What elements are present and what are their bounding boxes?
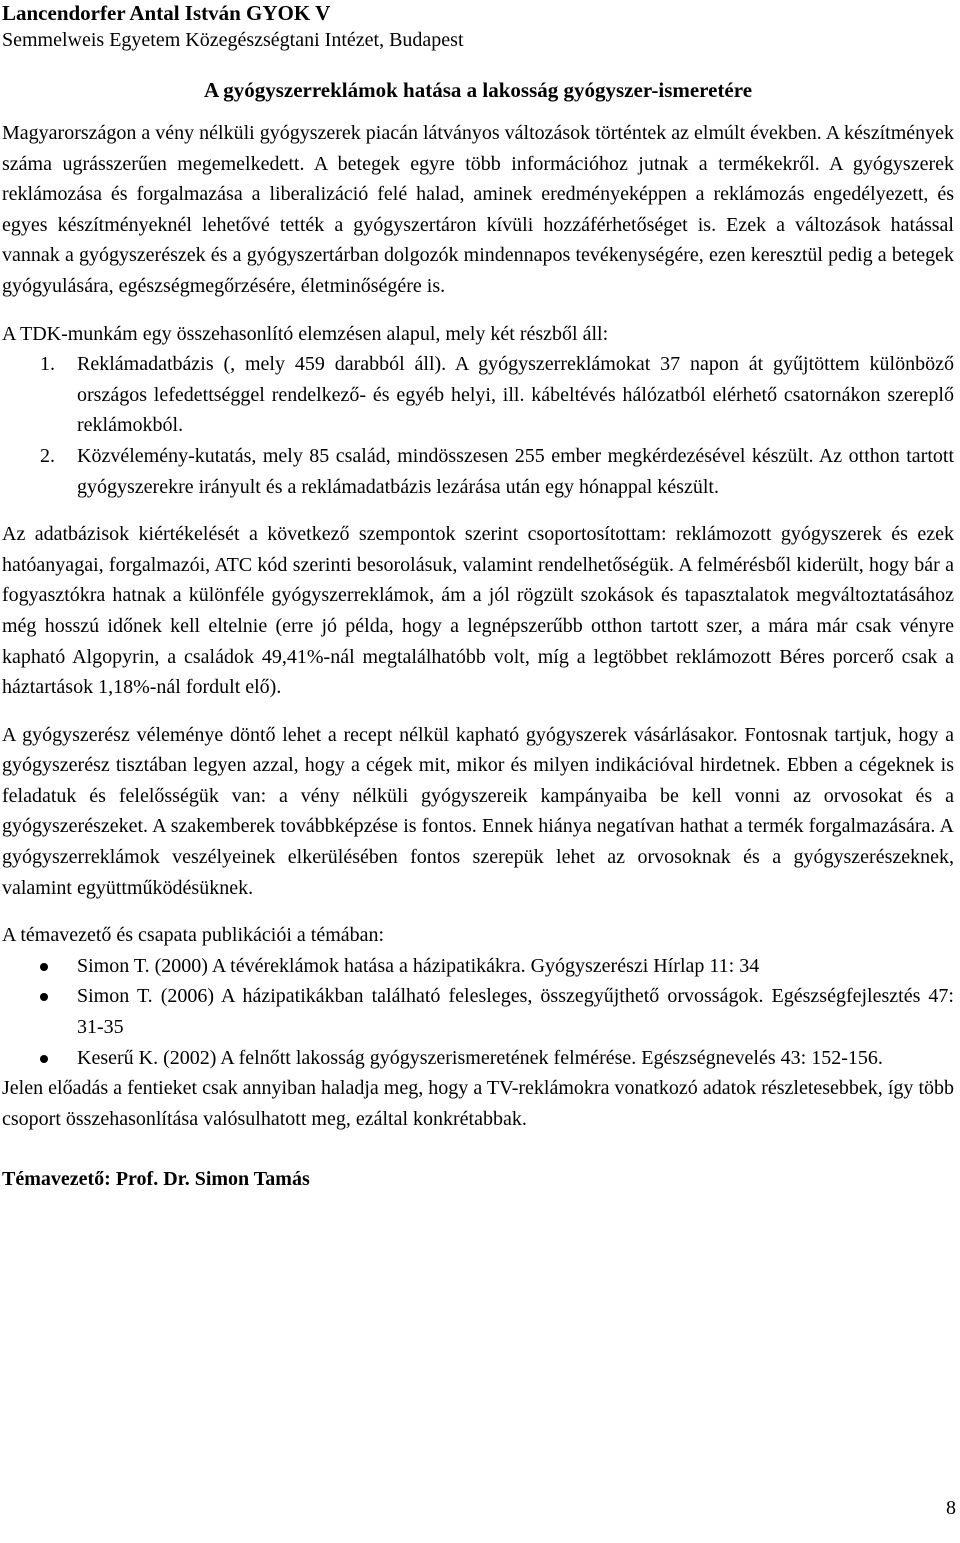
list-item	[2, 349, 954, 441]
list-item-number: 1.	[40, 353, 55, 376]
paragraph-discussion: A gyógyszerész véleménye döntő lehet a recept nélkül kapható gyógyszerek vásárlásakor. Fontosnak tartjuk, hogy a gyógyszerész tisztában legyen azzal, hogy a cégek mit, mikor és milyen indikációval hirdetnek. Ebben a cégeknek is feladatuk és felelősségük van: a vény nélküli gyógyszereik kampányaiba be kell vonni az orvosokat és a gyógyszerészeket. A szakemberek továbbképzése is fontos. Ennek hiánya negatívan hathat a termék forgalmazására. A gyógyszerreklámok veszélyeinek elkerülésében fontos szerepük lehet az orvosoknak és a gyógyszerészeknek, valamint együttműködésüknek.	[2, 723, 954, 899]
list-item-number: 2.	[40, 444, 55, 467]
author-line: Lancendorfer Antal István GYOK V	[2, 1, 331, 25]
publication-text: Keserű K. (2002) A felnőtt lakosság gyógyszerismeretének felmérése. Egészségnevelés 43: 152-156.	[77, 1046, 883, 1069]
list-item-text: Közvélemény-kutatás, mely 85 család, mindösszesen 255 ember megkérdezésével készült. Az otthon tartott gyógyszerekre irányult és a reklámadatbázis lezárása után egy hónappal készült.	[77, 444, 954, 498]
method-list	[2, 349, 954, 502]
list-item	[2, 981, 954, 1042]
bullet-icon	[40, 1055, 48, 1063]
list-item-text: Reklámadatbázis (, mely 459 darabból áll). A gyógyszerreklámokat 37 napon át gyűjtöttem különböző országos lefedettséggel rendelkező- és egyéb helyi, ill. kábeltévés hálózatból elérhető csatornákon szereplő reklámokból.	[77, 353, 954, 437]
bullet-icon	[40, 993, 48, 1001]
list-item	[2, 441, 954, 502]
paragraph-intro: Magyarországon a vény nélküli gyógyszerek piacán látványos változások történtek az elmúlt években. A készítmények száma ugrásszerűen megemelkedett. A betegek egyre több információhoz jutnak a termékekről. A gyógyszerek reklámozása és forgalmazása a liberalizáció felé halad, aminek eredményeképpen a reklámozás engedélyezett, és egyes készítményeknél lehetővé tették a gyógyszertáron kívüli hozzáférhetőséget is. Ezek a változások hatással vannak a gyógyszerészek és a gyógyszertárban dolgozók mindennapos tevékenységére, ezen keresztül pedig a betegek gyógyulására, egészségmegőrzésére, életminőségére is.	[2, 122, 954, 297]
paragraph-method-intro: A TDK-munkám egy összehasonlító elemzésen alapul, mely két részből áll:	[2, 322, 609, 345]
list-item	[2, 951, 954, 982]
list-item	[2, 1043, 954, 1074]
document-page	[2, 0, 954, 1195]
institute-line: Semmelweis Egyetem Közegészségtani Intézet, Budapest	[2, 29, 464, 51]
publications-intro: A témavezető és csapata publikációi a témában:	[2, 924, 385, 947]
paragraph-results: Az adatbázisok kiértékelését a következő szempontok szerint csoportosítottam: reklámozott gyógyszerek és ezek hatóanyagai, forgalmazói, ATC kód szerinti besorolásuk, valamint rendelhetőségük. A felmérésből kiderült, hogy bár a fogyasztókra hatnak a különféle gyógyszerreklámok, ám a jól rögzült szokások és tapasztalatok megváltoztatásához még hosszú időnek kell eltelnie (erre jó példa, hogy a legnépszerűbb otthon tartott szer, a mára már csak vényre kapható Algopyrin, a családok 49,41%-nál megtalálhatóbb volt, míg a legtöbbet reklámozott Béres porcerő csak a háztartások 1,18%-nál fordult elő).	[2, 523, 954, 699]
supervisor-line: Témavezető: Prof. Dr. Simon Tamás	[2, 1168, 310, 1191]
paragraph-conclusion: Jelen előadás a fentieket csak annyiban haladja meg, hogy a TV-reklámokra vonatkozó adatok részletesebbek, így több csoport összehasonlítása valósulhatott meg, ezáltal konkrétabbak.	[2, 1077, 954, 1130]
abstract-title: A gyógyszerreklámok hatása a lakosság gyógyszer-ismeretére	[203, 78, 753, 102]
publication-text: Simon T. (2000) A tévéreklámok hatása a házipatikákra. Gyógyszerészi Hírlap 11: 34	[77, 954, 760, 977]
publication-text: Simon T. (2006) A házipatikákban található felesleges, összegyűjthető orvosságok. Egészségfejlesztés 47: 31-35	[77, 985, 954, 1039]
page-number: 8	[946, 1497, 956, 1519]
bullet-icon	[40, 963, 48, 971]
publications-list	[2, 951, 954, 1073]
